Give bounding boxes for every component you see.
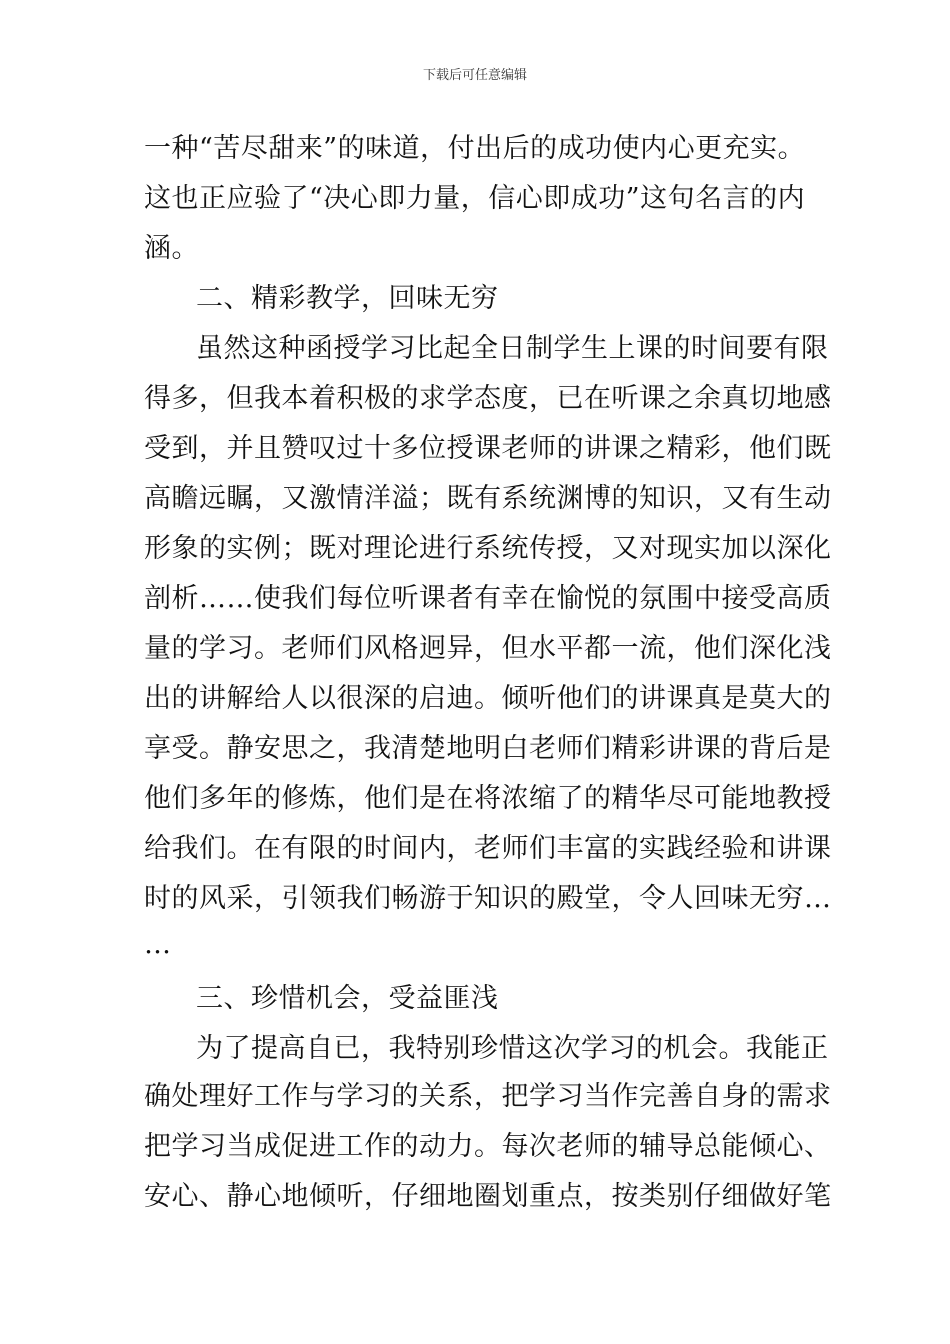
section-heading: 二、精彩教学，回味无穷 <box>196 283 499 314</box>
text-line: 受到，并且赞叹过十多位授课老师的讲课之精彩，他们既 <box>144 433 832 464</box>
text-line: 虽然这种函授学习比起全日制学生上课的时间要有限 <box>196 333 829 364</box>
text-line: 这也正应验了“决心即力量，信心即成功”这句名言的内 <box>144 183 806 214</box>
text-line: 把学习当成促进工作的动力。每次老师的辅导总能倾心、 <box>144 1131 832 1162</box>
text-line: 安心、静心地倾听，仔细地圈划重点，按类别仔细做好笔 <box>144 1181 832 1212</box>
text-line: … <box>144 929 172 960</box>
text-line: 时的风采，引领我们畅游于知识的殿堂，令人回味无穷… <box>144 883 832 914</box>
section-heading: 三、珍惜机会，受益匪浅 <box>196 983 499 1014</box>
text-line: 剖析……使我们每位听课者有幸在愉悦的氛围中接受高质 <box>144 583 832 614</box>
text-line: 他们多年的修炼，他们是在将浓缩了的精华尽可能地教授 <box>144 783 832 814</box>
text-line: 量的学习。老师们风格迥异，但水平都一流，他们深化浅 <box>144 633 832 664</box>
text-line: 给我们。在有限的时间内，老师们丰富的实践经验和讲课 <box>144 833 832 864</box>
page-header: 下载后可任意编辑 <box>422 68 527 83</box>
text-line: 得多，但我本着积极的求学态度，已在听课之余真切地感 <box>144 383 832 414</box>
text-line: 确处理好工作与学习的关系，把学习当作完善自身的需求 <box>144 1081 832 1112</box>
text-line: 一种“苦尽甜来”的味道，付出后的成功使内心更充实。 <box>144 133 806 164</box>
text-line: 为了提高自已，我特别珍惜这次学习的机会。我能正 <box>196 1033 829 1064</box>
text-line: 享受。静安思之，我清楚地明白老师们精彩讲课的背后是 <box>144 733 832 764</box>
text-line: 高瞻远瞩，又激情洋溢；既有系统渊博的知识，又有生动 <box>144 483 832 514</box>
text-line: 形象的实例；既对理论进行系统传授，又对现实加以深化 <box>144 533 832 564</box>
text-line: 涵。 <box>144 233 199 264</box>
text-line: 出的讲解给人以很深的启迪。倾听他们的讲课真是莫大的 <box>144 683 832 714</box>
